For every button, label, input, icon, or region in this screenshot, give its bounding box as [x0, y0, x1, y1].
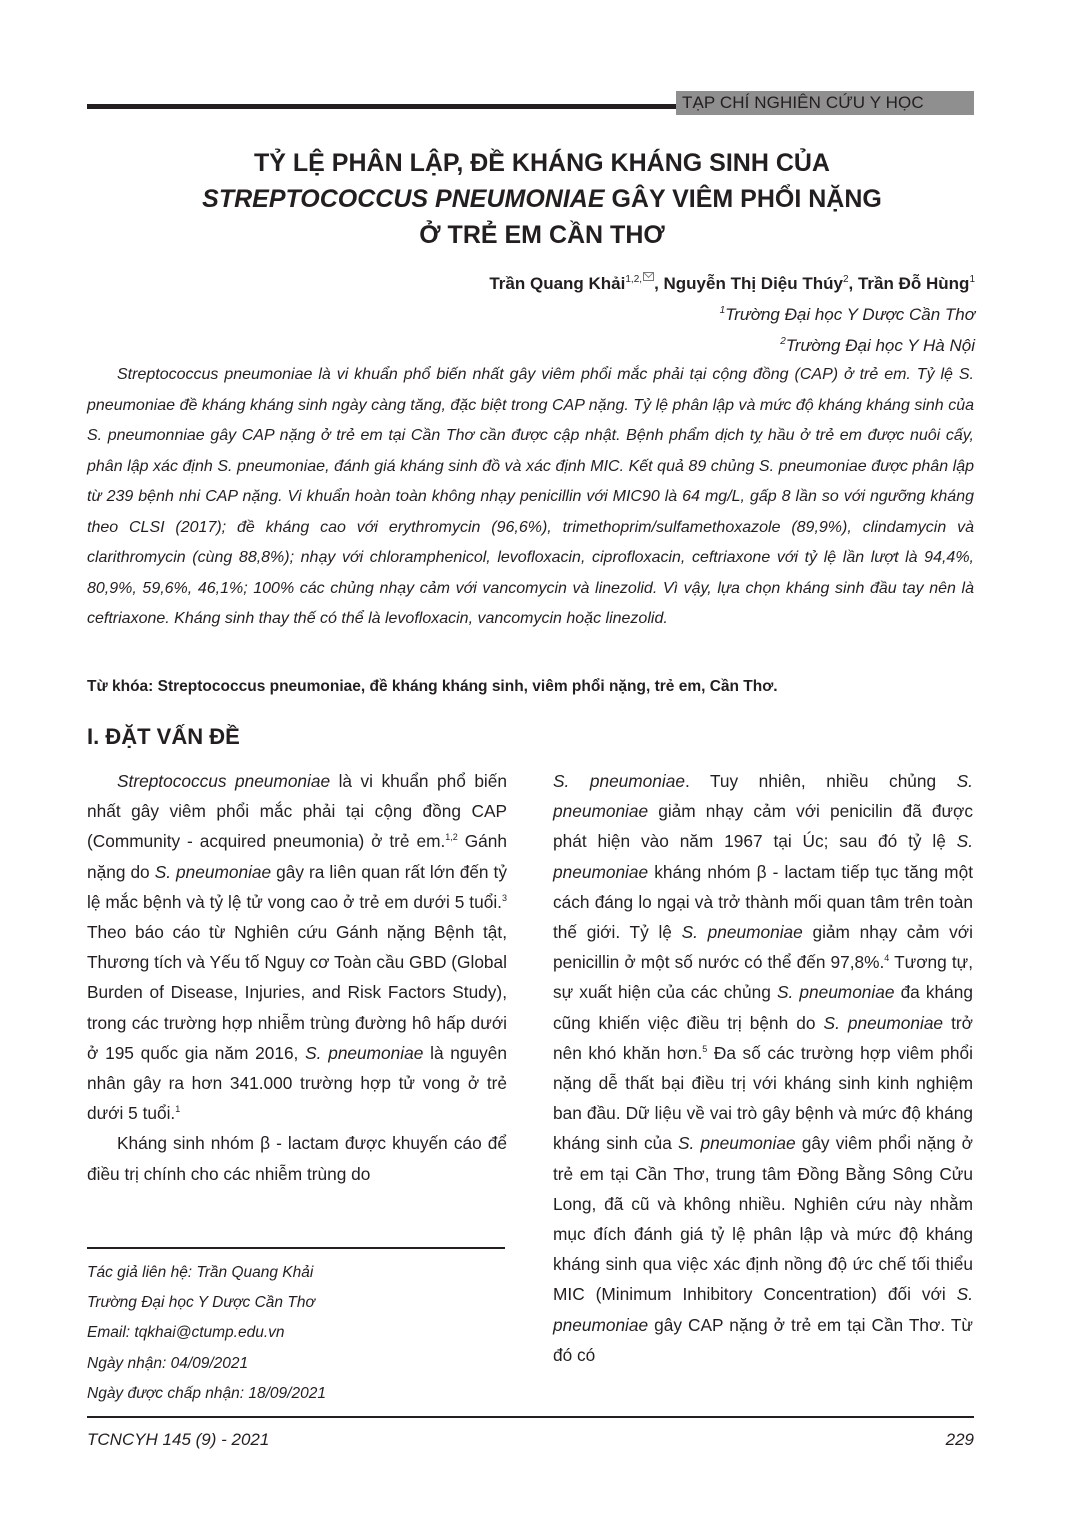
paragraph: Kháng sinh nhóm β - lactam được khuyến cáo để điều trị chính cho các nhiễm trùng do: [87, 1133, 507, 1184]
affiliation: $^1$Trường Đại học Y Dược Cần Thơ: [719, 305, 975, 324]
abstract: [87, 360, 974, 635]
contact-email: Email: tqkhai@ctump.edu.vn: [87, 1324, 285, 1342]
correspondence-footnote: [87, 1258, 326, 1409]
title-line-3: Ở TRẺ EM CẦN THƠ: [419, 221, 665, 249]
title-species: STREPTOCOCCUS PNEUMONIAE: [202, 185, 605, 213]
author-name: Trần Đỗ Hùng: [857, 274, 970, 293]
page-number: 229: [945, 1430, 974, 1449]
body-column-right: [553, 766, 973, 1370]
body-column-left: [87, 766, 507, 1189]
title-line-1: TỶ LỆ PHÂN LẬP, ĐỀ KHÁNG KHÁNG SINH CỦA: [254, 149, 830, 177]
article-title: [87, 145, 997, 253]
contact-author: Tác giả liên hệ: Trần Quang Khải: [87, 1264, 314, 1281]
author-name: Trần Quang Khải: [489, 274, 626, 293]
contact-institution: Trường Đại học Y Dược Cần Thơ: [87, 1294, 315, 1312]
journal-tag: TẠP CHÍ NGHIÊN CỨU Y HỌC: [676, 91, 974, 115]
abstract-text: Streptococcus pneumoniae là vi khuẩn phổ biến nhất gây viêm phổi mắc phải tại cộng đồng (CAP) ở trẻ em. Tỷ lệ S. pneumoniae đề kháng kháng sinh ngày càng tăng, đặc biệt trong CAP nặng. Tỷ lệ phân lập và mức độ kháng kháng sinh của S. pneumonniae gây CAP nặng ở trẻ em tại Cần Thơ cần được cập nhật. Bệnh phẩm dịch tỵ hầu ở trẻ em được nuôi cấy, phân lập xác định S. pneumoniae, đánh giá kháng sinh đồ và xác định MIC. Kết quả 89 chủng S. pneumoniae được phân lập từ 239 bệnh nhi CAP nặng. Vi khuẩn hoàn toàn không nhạy penicillin với MIC90 là 64 mg/L, gấp 8 lần so với ngưỡng kháng theo CLSI (2017); đề kháng cao với erythromycin (96,6%), trimethoprim/sulfamethoxazole (89,9%), clindamycin và clarithromycin (cùng 88,8%); nhạy với chloramphenicol, levofloxacin, ciprofloxacin, ceftriaxone với tỷ lệ lần lượt là 94,4%, 80,9%, 59,6%, 46,1%; 100% các chủng nhạy cảm với vancomycin và linezolid. Vì vậy, lựa chọn kháng sinh đầu tay nên là ceftriaxone. Kháng sinh thay thế có thể là levofloxacin, vancomycin hoặc linezolid.: [87, 366, 974, 627]
received-date: Ngày nhận: 04/09/2021: [87, 1354, 249, 1372]
author-name: Nguyễn Thị Diệu Thúy: [663, 274, 843, 293]
affiliation: $^2$Trường Đại học Y Hà Nội: [780, 336, 975, 355]
accepted-date: Ngày được chấp nhận: 18/09/2021: [87, 1384, 326, 1402]
paragraph: S. pneumoniae. Tuy nhiên, nhiều chủng S. pneumoniae giảm nhạy cảm với penicilin đã được phát hiện vào năm 1967 tại Úc; sau đó tỷ lệ S. pneumoniae kháng nhóm β - lactam tiếp tục tăng một cách đáng lo ngại và trở thành mối quan tâm trên toàn thế giới. Tỷ lệ S. pneumoniae giảm nhạy cảm với penicillin ở một số nước có thể đến 97,8%.$^4$ Tương tự, sự xuất hiện của các chủng S. pneumoniae đa kháng cũng khiến việc điều trị bệnh do S. pneumoniae trở nên khó khăn hơn.$^5$ Đa số các trường hợp viêm phổi nặng dễ thất bại điều trị với kháng sinh kinh nghiệm ban đầu. Dữ liệu về vai trò gây bệnh và mức độ kháng kháng sinh của S. pneumoniae gây viêm phổi nặng ở trẻ em tại Cần Thơ, trung tâm Đồng Bằng Sông Cửu Long, đã cũ và không nhiều. Nghiên cứu này nhằm mục đích đánh giá tỷ lệ phân lập và mức độ kháng kháng sinh qua việc xác định nồng độ ức chế tối thiểu MIC (Minimum Inhibitory Concentration) đối với S. pneumoniae gây CAP nặng ở trẻ em tại Cần Thơ. Từ đó có: [553, 771, 973, 1365]
paragraph: Streptococcus pneumoniae là vi khuẩn phổ biến nhất gây viêm phổi mắc phải tại cộng đồng CAP (Community - acquired pneumonia) ở trẻ em.$^{1,2}$ Gánh nặng do S. pneumoniae gây ra liên quan rất lớn đến tỷ lệ mắc bệnh và tỷ lệ tử vong cao ở trẻ em dưới 5 tuổi.$^3$ Theo báo cáo từ Nghiên cứu Gánh nặng Bệnh tật, Thương tích và Yếu tố Nguy cơ Toàn cầu GBD (Global Burden of Disease, Injuries, and Risk Factors Study), trong các trường hợp nhiễm trùng đường hô hấp dưới ở 195 quốc gia năm 2016, S. pneumoniae là nguyên nhân gây ra hơn 341.000 trường hợp tử vong ở trẻ dưới 5 tuổi.$^1$: [87, 771, 508, 1124]
journal-citation: TCNCYH 145 (9) - 2021: [87, 1430, 270, 1449]
section-heading: I. ĐẶT VẤN ĐỀ: [87, 724, 240, 749]
footer-rule: [87, 1416, 974, 1418]
title-line-2: STREPTOCOCCUS PNEUMONIAE GÂY VIÊM PHỔI NẶNG: [202, 185, 882, 213]
keywords: Từ khóa: Streptococcus pneumoniae, đề kháng kháng sinh, viêm phổi nặng, trẻ em, Cần Thơ.: [87, 678, 778, 695]
header-rule: [87, 104, 680, 109]
author-list: Trần Quang Khải$^{1,2,}$ , Nguyễn Thị Diệu Thúy$^2$, Trần Đỗ Hùng$^1$: [489, 274, 975, 293]
envelope-icon: [643, 272, 654, 281]
footnote-rule: [87, 1247, 505, 1249]
